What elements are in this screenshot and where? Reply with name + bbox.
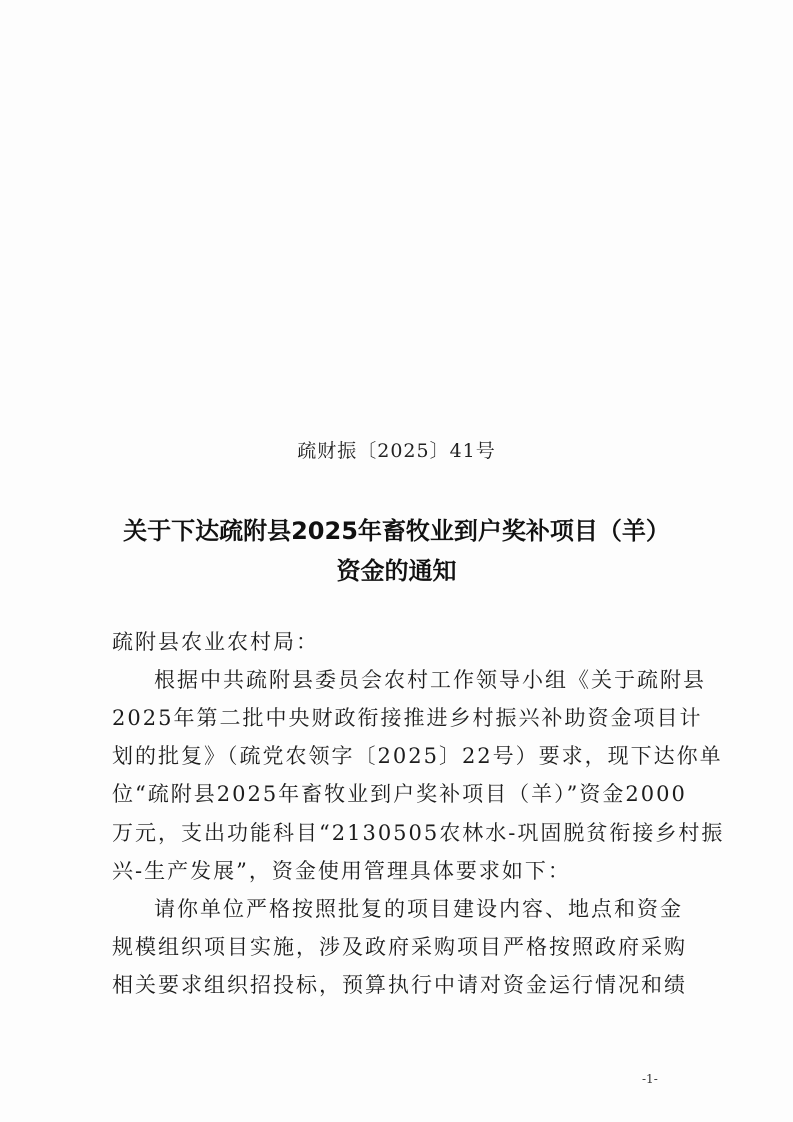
salutation: 疏附县农业农村局： [112,630,319,654]
document-title-line-2: 资金的通知 [336,557,457,585]
page-number: -1- [642,1072,658,1086]
paragraph-1-line: 根据中共疏附县委员会农村工作领导小组《关于疏附县 [154,668,706,692]
paragraph-1-line: 兴-生产发展”，资金使用管理具体要求如下： [112,859,571,883]
paragraph-1-line: 位“疏附县2025年畜牧业到户奖补项目（羊）”资金2000 [112,782,687,806]
paragraph-1-line: 万元，支出功能科目“2130505农林水-巩固脱贫衔接乡村振 [112,821,725,845]
paragraph-1-line: 划的批复》（疏党农领字〔2025〕22号）要求，现下达你单 [112,744,723,768]
paragraph-2-line: 请你单位严格按照批复的项目建设内容、地点和资金 [154,897,683,921]
paragraph-2-line: 规模组织项目实施，涉及政府采购项目严格按照政府采购 [112,935,687,959]
paragraph-1-line: 2025年第二批中央财政衔接推进乡村振兴补助资金项目计 [112,706,703,730]
paragraph-2-line: 相关要求组织招投标，预算执行中请对资金运行情况和绩 [112,973,687,997]
document-number: 疏财振〔2025〕41号 [297,440,496,462]
document-title-line-1: 关于下达疏附县2025年畜牧业到户奖补项目（羊） [123,517,670,545]
